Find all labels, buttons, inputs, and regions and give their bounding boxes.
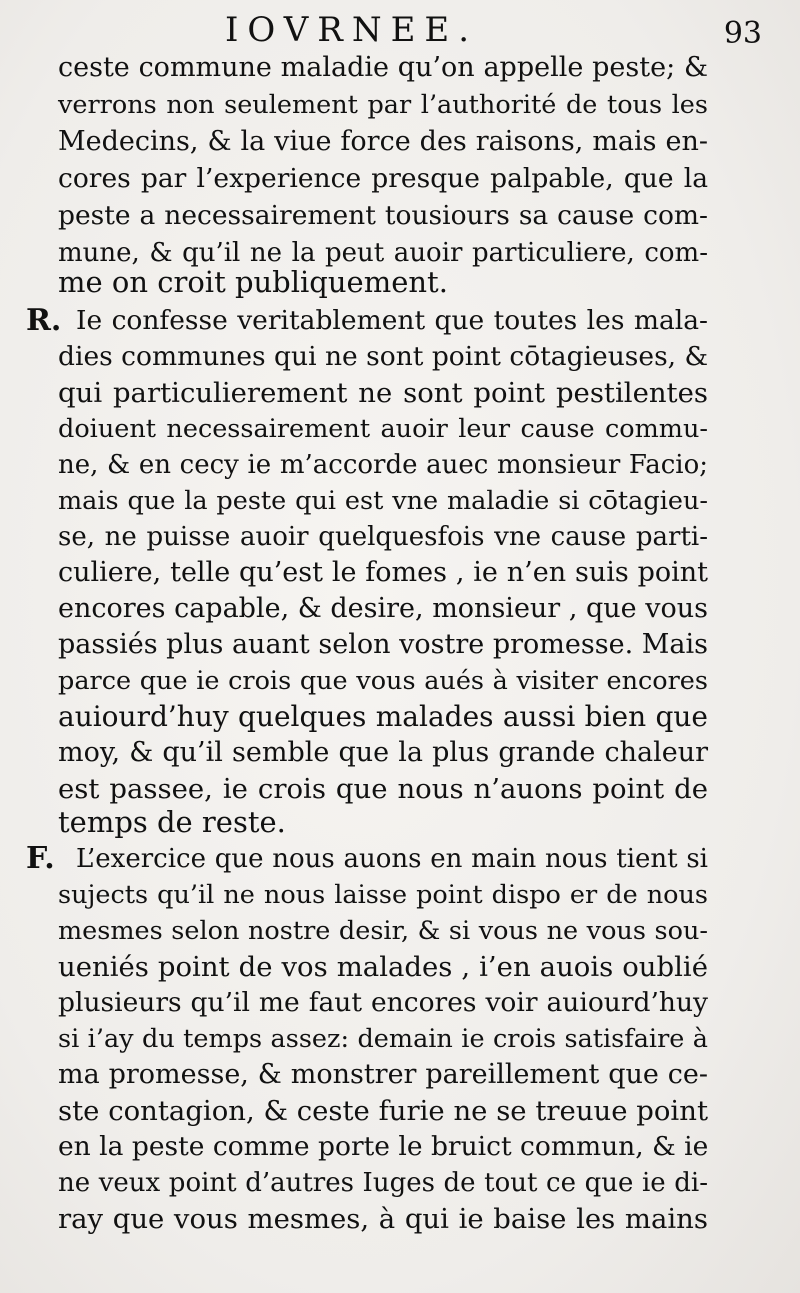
text-line: cores par l’experience presque palpable, que la [58, 163, 708, 194]
text-line: auiourd’huy quelques malades aussi bien que [58, 700, 708, 733]
text-line: ste contagion, & ceste furie ne se treuue point [58, 1095, 708, 1127]
speaker-label: F. [26, 841, 55, 876]
text-line: ne, & en cecy ie m’accorde auec monsieur Facio; [58, 450, 708, 480]
text-line: ma promesse, & monstrer pareillement que ce- [58, 1059, 708, 1090]
text-line: peste a necessairement tousiours sa cause com- [58, 200, 708, 231]
text-line: est passee, ie crois que nous n’auons point de [58, 773, 708, 805]
text-line: ray que vous mesmes, à qui ie baise les mains [58, 1203, 708, 1235]
text-line: me on croit publiquement. [58, 265, 448, 299]
page-number: 93 [723, 16, 762, 51]
speaker-label: R. [26, 303, 62, 338]
text-line: qui particulierement ne sont point pestilentes [58, 377, 708, 409]
text-line: sujects qu’il ne nous laisse point dispo er de nous [58, 880, 708, 910]
text-line: ceste commune maladie qu’on appelle peste; & [58, 52, 708, 83]
text-line: mais que la peste qui est vne maladie si cōtagieu- [58, 486, 708, 516]
text-line: si i’ay du temps assez: demain ie crois satisfaire à [58, 1024, 708, 1054]
text-line: passiés plus auant selon vostre promesse. Mais [58, 629, 708, 660]
text-line: se, ne puisse auoir quelquesfois vne cause parti- [58, 522, 708, 552]
running-title: IOVRNEE. [225, 10, 479, 50]
text-line: dies communes qui ne sont point cōtagieuses, & [58, 341, 709, 372]
text-line: encores capable, & desire, monsieur , que vous [58, 593, 708, 624]
text-line: moy, & qu’il semble que la plus grande chaleur [58, 737, 708, 768]
text-line: ne veux point d’autres Iuges de tout ce que ie di- [58, 1168, 708, 1198]
running-head [0, 8, 800, 51]
text-line: culiere, telle qu’est le fomes , ie n’en suis point [58, 557, 708, 588]
text-line: en la peste comme porte le bruict commun, & ie [58, 1131, 709, 1162]
text-line: mesmes selon nostre desir, & si vous ne vous sou- [58, 916, 708, 946]
text-line: L’exercice que nous auons en main nous tient si [76, 844, 708, 874]
text-line: Medecins, & la viue force des raisons, mais en- [58, 126, 708, 157]
text-line: mune, & qu’il ne la peut auoir particuliere, com- [58, 238, 708, 268]
text-line: verrons non seulement par l’authorité de tous les [58, 90, 708, 120]
text-line: parce que ie crois que vous aués à visiter encores [58, 666, 708, 696]
text-line: plusieurs qu’il me faut encores voir auiourd’huy [58, 987, 708, 1018]
text-line: temps de reste. [58, 805, 286, 839]
text-line: ueniés point de vos malades , i’en auois oublié [58, 951, 708, 983]
text-line: Ie confesse veritablement que toutes les mala- [76, 305, 708, 336]
text-line: doiuent necessairement auoir leur cause commu- [58, 414, 708, 444]
